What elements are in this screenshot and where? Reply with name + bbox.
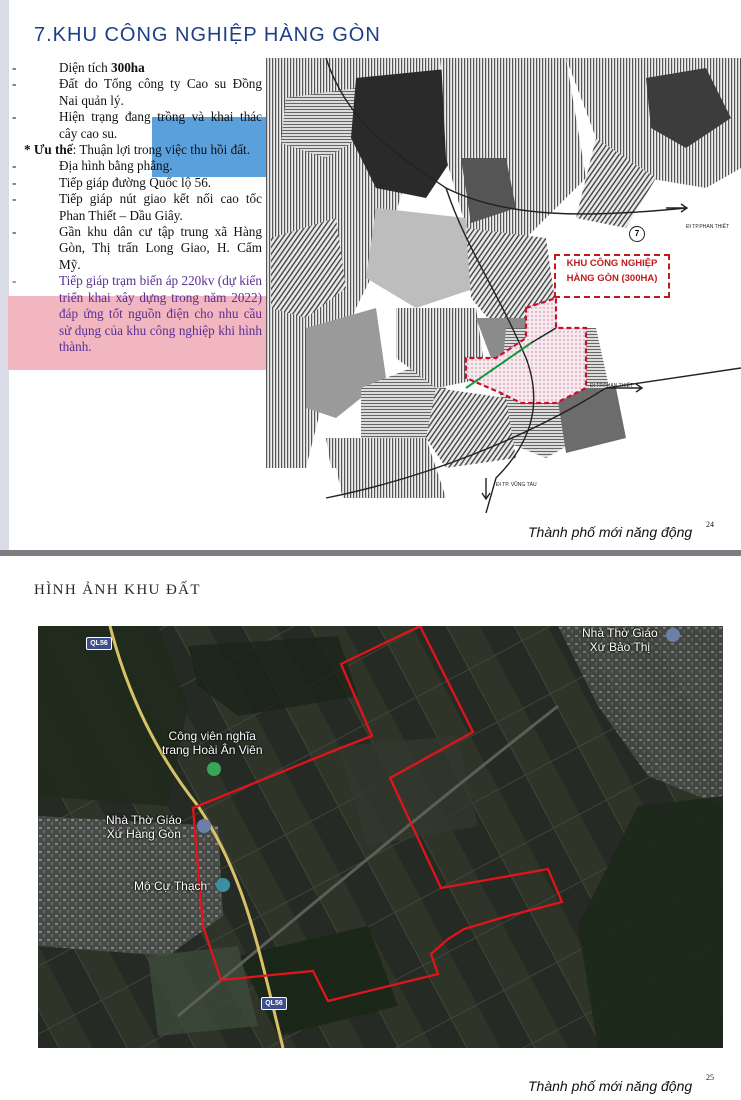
map-label: ĐI TP. VŨNG TÀU (496, 482, 537, 488)
list-item: - Tiếp giáp đường Quốc lộ 56. (12, 174, 212, 190)
church-icon (197, 819, 211, 833)
church-icon (666, 628, 680, 642)
footer-slogan: Thành phố mới năng động (528, 1078, 693, 1094)
site-marker: 7 (629, 226, 645, 242)
left-accent-bar (0, 0, 9, 550)
advantage-line: * Ưu thế: Thuận lợi trong việc thu hồi đất. (24, 142, 251, 158)
page-title: HÌNH ẢNH KHU ĐẤT (34, 582, 201, 598)
poi-monument: Mộ Cự Thạch (134, 879, 208, 893)
slide-25 (0, 556, 741, 1100)
poi-church-bao-thi: Nhà Thờ Giáo Xứ Bảo Thị (582, 626, 658, 654)
page-title: 7.KHU CÔNG NGHIỆP HÀNG GÒN (34, 24, 381, 46)
page-number: 24 (706, 520, 714, 529)
list-item: - Địa hình bằng phẳng. (12, 158, 173, 174)
road-sign-ql56-bottom: QL56 (261, 997, 287, 1010)
landmark-icon (216, 878, 230, 892)
park-icon (207, 762, 221, 776)
list-item: - Gần khu dân cư tập trung xã Hàng Gòn, Thị trấn Long Giao, H. Cẩm Mỹ. (12, 224, 262, 272)
list-item: - Diện tích 300ha (12, 60, 145, 75)
map-label: ĐI TP.PHAN THIẾT (686, 224, 730, 230)
list-item: - Đất do Tổng công ty Cao su Đồng Nai quản lý. (12, 76, 262, 108)
list-item: - Tiếp giáp trạm biến áp 220kv (dự kiến triển khai xây dựng trong năm 2022) đáp ứng tốt nguồn điện cho nhu cầu sử dụng của khu công nghiệp khi hình thành. (12, 273, 262, 354)
page-number: 25 (706, 1073, 714, 1082)
poi-church-hang-gon: Nhà Thờ Giáo Xứ Hàng Gòn (106, 813, 182, 841)
footer-slogan: Thành phố mới năng động (528, 524, 693, 540)
poi-cemetery: Công viên nghĩa trang Hoài Ân Viên (162, 729, 263, 757)
info-list (12, 60, 262, 355)
map-label: ĐI TP.PHAN THIẾT (590, 383, 634, 389)
road-sign-ql56-top: QL56 (86, 637, 112, 650)
list-item: - Tiếp giáp nút giao kết nối cao tốc Phan Thiết – Dầu Giây. (12, 191, 262, 223)
list-item: - Hiện trạng đang trồng và khai thác cây cao su. (12, 109, 262, 141)
site-label: KHU CÔNG NGHIỆP HÀNG GÒN (300HA) (554, 254, 670, 298)
